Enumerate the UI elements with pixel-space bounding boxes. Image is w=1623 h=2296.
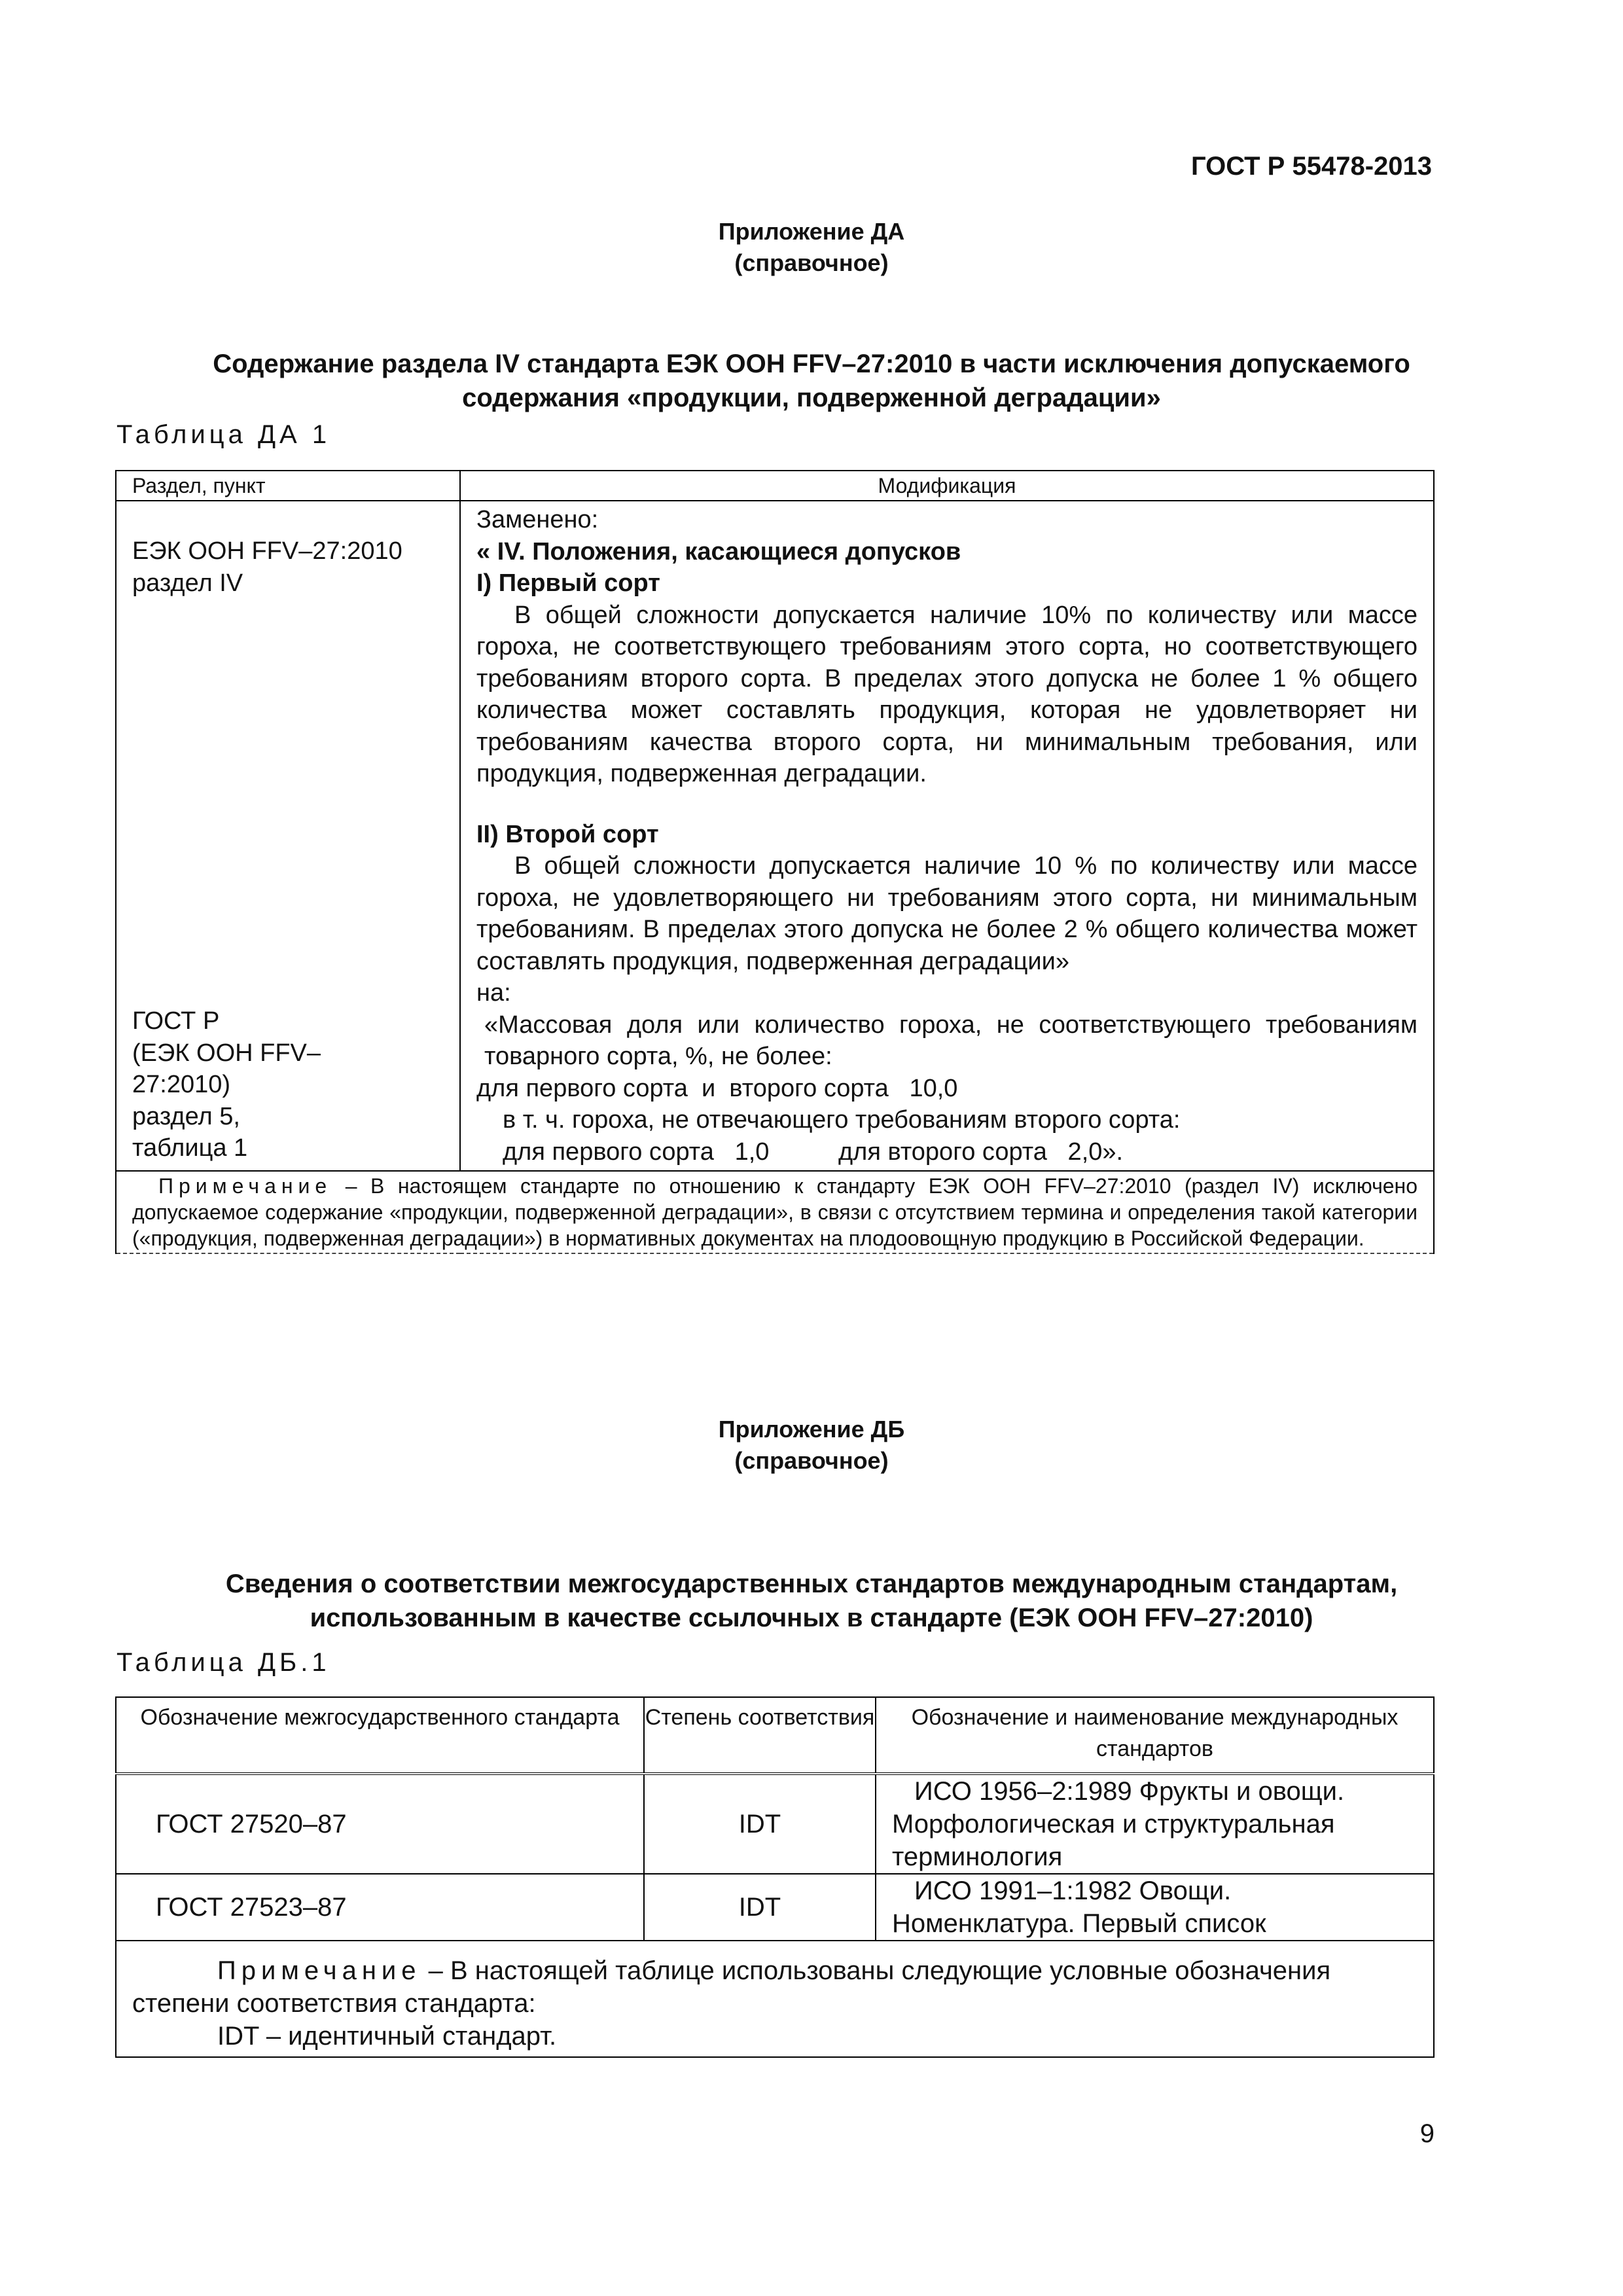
note-label: Примечание — [217, 1956, 421, 1985]
line-first-second: для первого сорта и второго сорта 10,0 — [476, 1074, 958, 1102]
section-iv-title: « IV. Положения, касающиеся допусков — [476, 537, 961, 565]
source-ref-line2: раздел IV — [132, 569, 243, 597]
note-text: – В настоящем стандарте по отношению к стандарту ЕЭК ООН FFV–27:2010 (раздел IV) исключено допускаемое содержание «продукции, подверженной деградации», в связи с отсутствием термина и определения такой категории («продукция, подверженная деградации») в нормативных документах на плодоовощную продукцию в Российской Федерации. — [132, 1174, 1418, 1250]
table-db1-header-international: Обозначение и наименование международных стандартов — [876, 1697, 1434, 1774]
table-db1-header-degree: Степень соответствия — [644, 1697, 876, 1774]
table-db1-note-row — [116, 1941, 1434, 2057]
interstate-standard: ГОСТ 27523–87 — [116, 1874, 644, 1941]
class-1-title: I) Первый сорт — [476, 569, 660, 597]
line-values: для первого сорта 1,0 для второго сорта 2,0». — [503, 1138, 1124, 1166]
table-db1-note — [116, 1941, 1434, 2057]
table-da1-note — [116, 1171, 1434, 1253]
class-1-text: В общей сложности допускается наличие 10% по количеству или массе гороха, не соответствующего требованиям этого сорта, но соответствующего требованиям второго сорта. В пределах этого допуска не более 1 % общего количества может составлять продукция, которая не удовлетворяет ни требованиям качества второго сорта, ни минимальным требования, или продукция, подверженная деградации. — [476, 601, 1418, 787]
appendix-a-heading — [0, 216, 1623, 279]
appendix-a-title-line1: Содержание раздела IV стандарта ЕЭК ООН FFV–27:2010 в части исключения допускаемого — [213, 350, 1410, 378]
appendix-b-title-line2: использованным в качестве ссылочных в стандарте (ЕЭК ООН FFV–27:2010) — [310, 1604, 1313, 1632]
appendix-b-title-line1: Сведения о соответствии межгосударственных стандартов международным стандартам, — [225, 1570, 1398, 1598]
interstate-standard: ГОСТ 27520–87 — [116, 1774, 644, 1874]
page-number: 9 — [1419, 2119, 1435, 2148]
table-da1-col1-header: Раздел, пункт — [116, 471, 460, 501]
table-da1-col2-header: Модификация — [460, 471, 1434, 501]
appendix-a-section-title — [111, 347, 1512, 415]
replaced-label: Заменено: — [476, 506, 599, 533]
class-2-title: II) Второй сорт — [476, 820, 659, 848]
document-code: ГОСТ Р 55478-2013 — [1190, 152, 1432, 181]
table-row — [116, 1774, 1434, 1874]
to-label: на: — [476, 979, 511, 1007]
note-text: – В настоящей таблице использованы следующие условные обозначения степени соответствия стандарта: — [132, 1956, 1331, 2018]
note-label: Примечание — [158, 1174, 332, 1198]
correspondence-degree: IDT — [644, 1774, 876, 1874]
table-db1-header-standard: Обозначение межгосударственного стандарта — [116, 1697, 644, 1774]
table-da1-note-row — [116, 1171, 1434, 1253]
table-db1-header-row — [116, 1697, 1434, 1774]
international-standard: ИСО 1991–1:1982 Овощи. Номенклатура. Первый список — [876, 1874, 1434, 1941]
international-standard: ИСО 1956–2:1989 Фрукты и овощи. Морфологическая и структуральная терминология — [876, 1774, 1434, 1874]
target-ref-line: 27:2010) — [132, 1071, 231, 1098]
target-ref-line: (ЕЭК ООН FFV– — [132, 1039, 321, 1067]
target-ref-line: раздел 5, — [132, 1102, 240, 1130]
table-da1-modification-cell — [460, 501, 1434, 1171]
line-including: в т. ч. гороха, не отвечающего требованиям второго сорта: — [503, 1106, 1181, 1134]
table-db1 — [115, 1696, 1435, 2058]
appendix-b-section-title — [111, 1567, 1512, 1635]
appendix-b-subtitle: (справочное) — [734, 1447, 889, 1474]
table-da1-caption: Таблица ДА 1 — [116, 420, 331, 449]
target-reference — [132, 1005, 321, 1164]
table-da1-body-row — [116, 501, 1434, 1171]
appendix-b-title: Приложение ДБ — [718, 1416, 905, 1443]
appendix-a-title: Приложение ДА — [718, 218, 905, 245]
target-ref-line: ГОСТ Р — [132, 1007, 220, 1035]
appendix-b-heading — [0, 1414, 1623, 1477]
note-idt: IDT – идентичный стандарт. — [217, 2022, 557, 2051]
correspondence-degree: IDT — [644, 1874, 876, 1941]
source-ref-line1: ЕЭК ООН FFV–27:2010 — [132, 537, 402, 565]
target-ref-line: таблица 1 — [132, 1134, 248, 1162]
class-2-text: В общей сложности допускается наличие 10 % по количеству или массе гороха, не удовлетворяющего ни требованиям этого сорта, ни минимальным требованиям. В пределах этого допуска не более 2 % общего количества может составлять продукция, подверженная деградации» — [476, 852, 1418, 975]
table-da1-left-cell — [116, 501, 460, 1171]
appendix-a-subtitle: (справочное) — [734, 249, 889, 276]
table-da1 — [115, 470, 1435, 1254]
new-text: «Массовая доля или количество гороха, не соответствующего требованиям товарного сорта, %, не более: — [484, 1011, 1418, 1070]
table-db1-caption: Таблица ДБ.1 — [116, 1648, 330, 1677]
table-row — [116, 1874, 1434, 1941]
appendix-a-title-line2: содержания «продукции, подверженной деградации» — [462, 384, 1161, 412]
source-reference — [132, 535, 402, 599]
table-da1-header-row — [116, 471, 1434, 501]
